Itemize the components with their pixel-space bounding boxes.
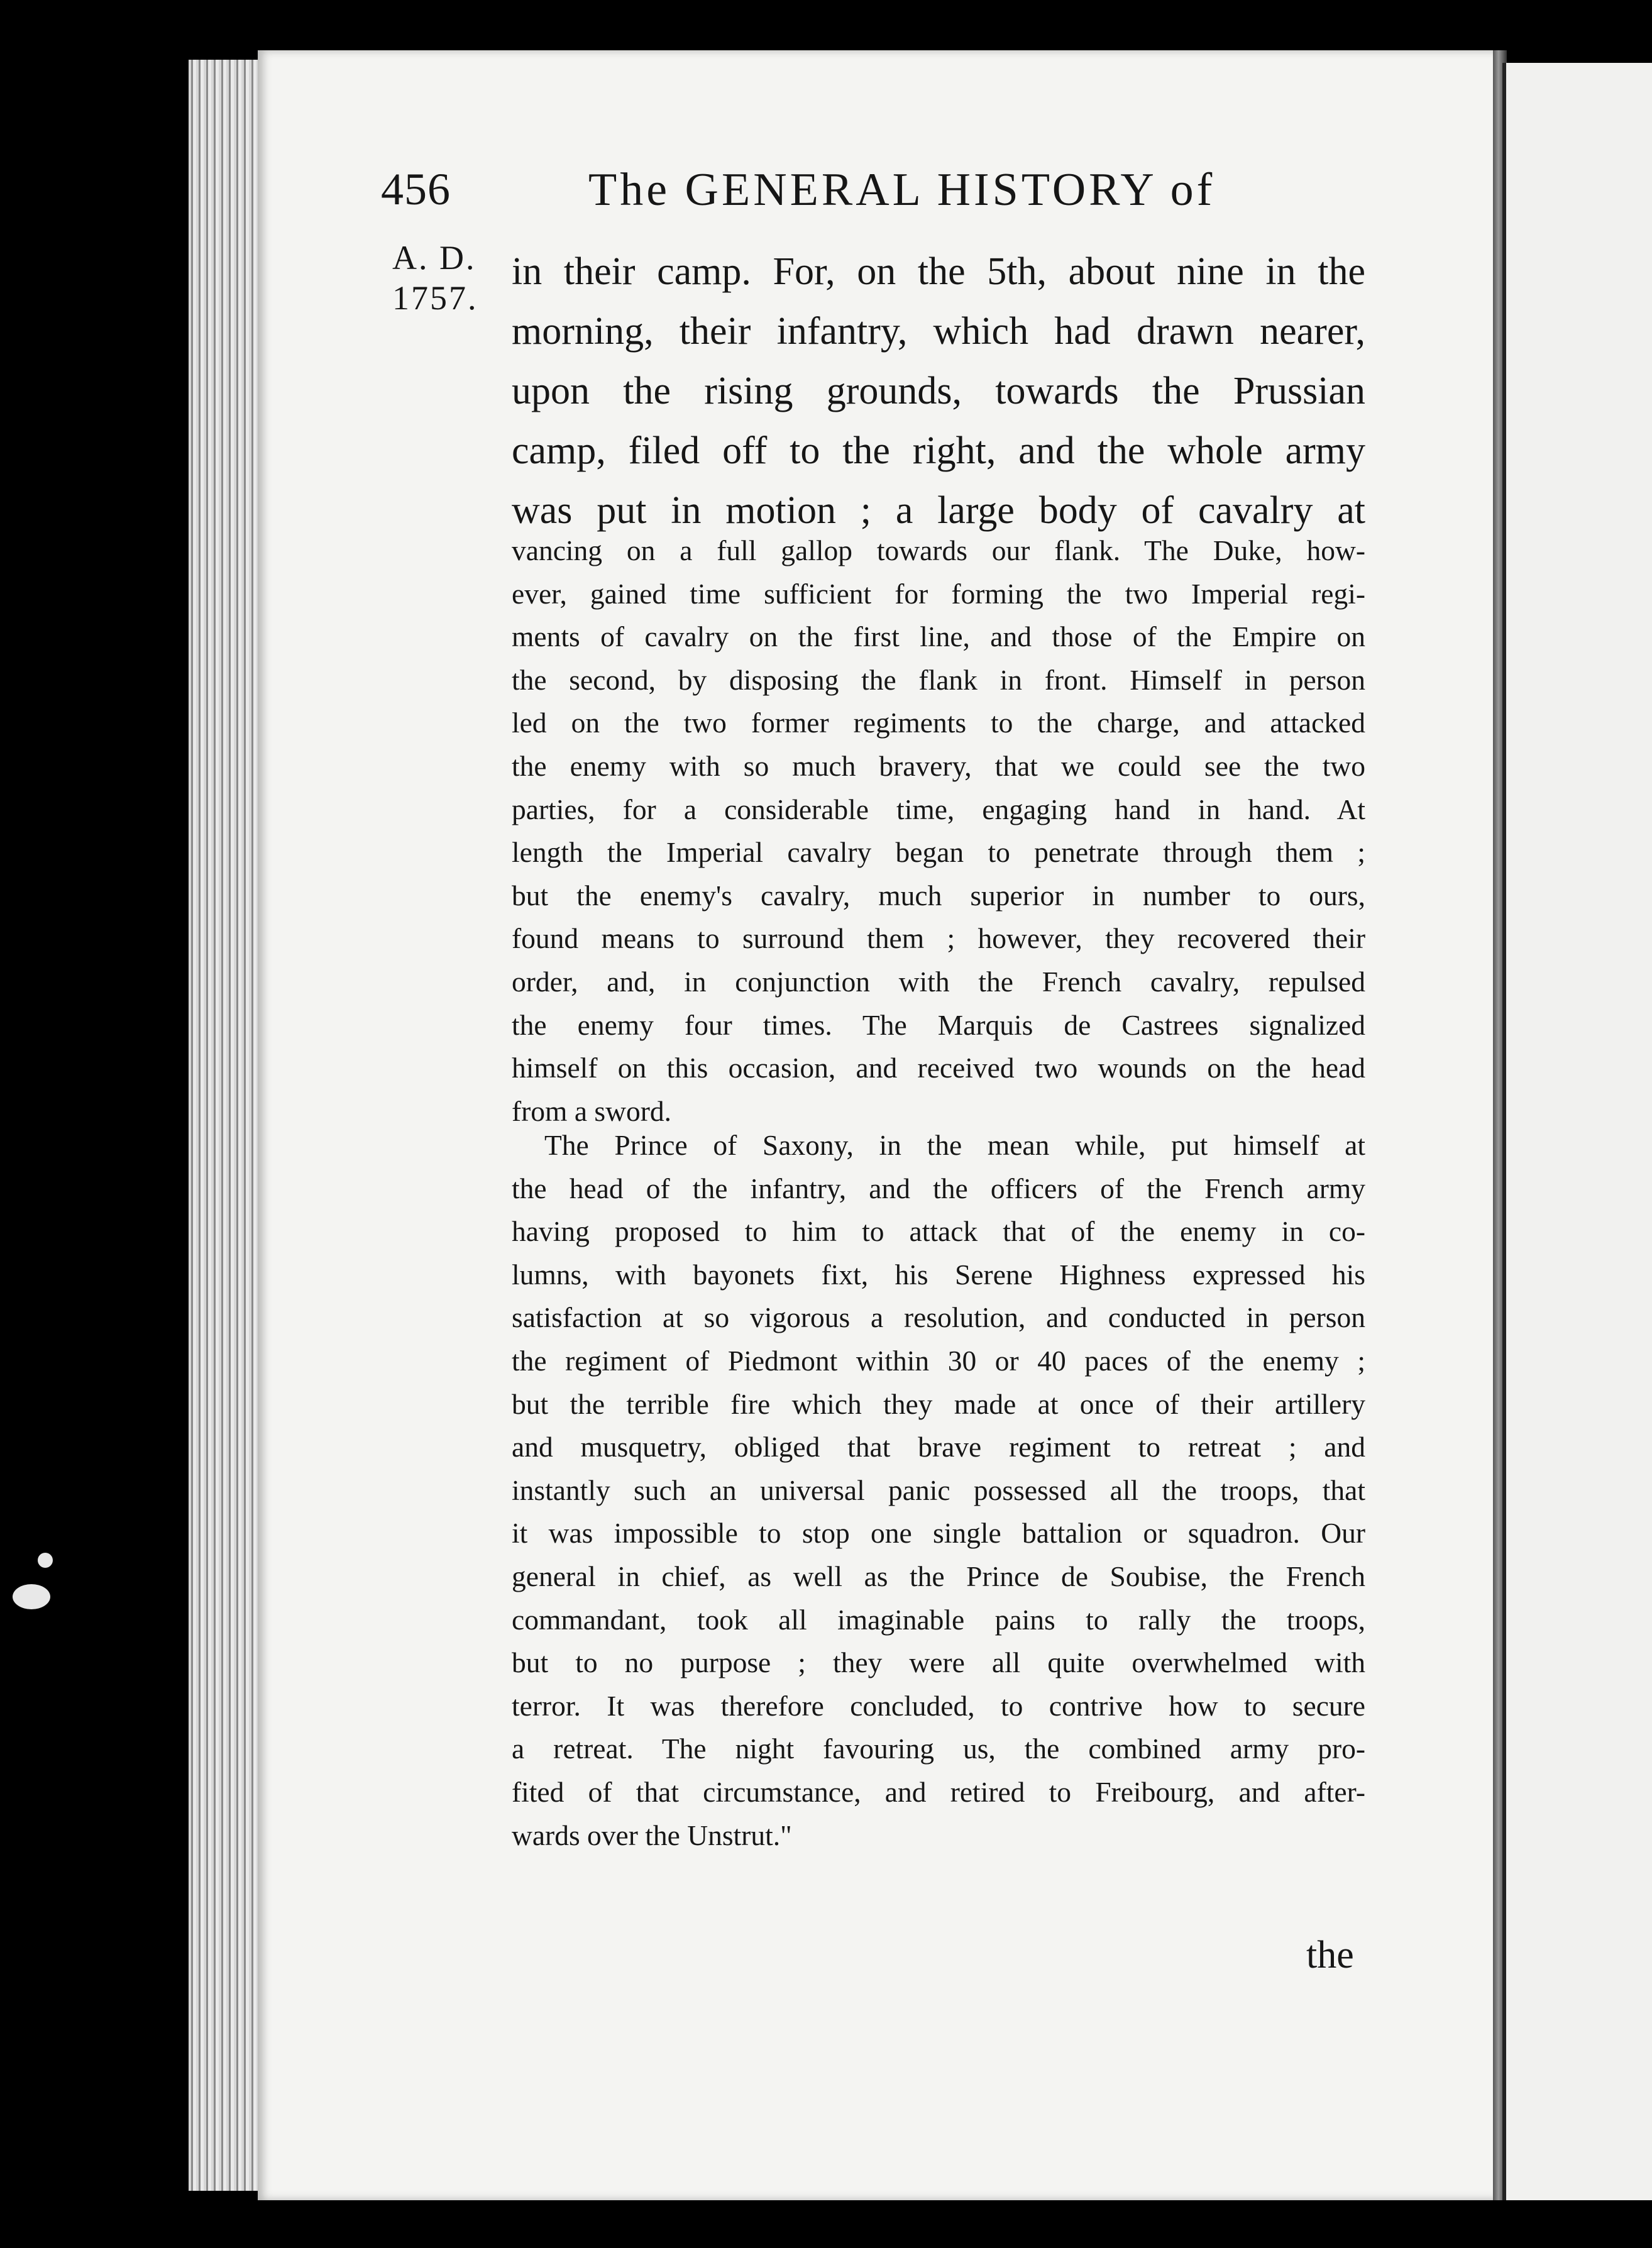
text-line: parties, for a considerable time, engaging hand in hand. At	[512, 793, 1365, 825]
catchword: the	[1306, 1934, 1354, 1976]
text-line: fited of that circumstance, and retired to Freibourg, and after-	[512, 1775, 1365, 1808]
text-line: terror. It was therefore concluded, to contrive how to secure	[512, 1689, 1365, 1722]
text-line: but to no purpose ; they were all quite overwhelmed with	[512, 1646, 1365, 1679]
text-line: instantly such an universal panic possessed all the troops, that	[512, 1474, 1365, 1506]
page-edges	[189, 60, 264, 2191]
text-line: lumns, with bayonets fixt, his Serene Highness expressed his	[512, 1258, 1365, 1291]
scan-artifact	[38, 1553, 53, 1568]
margin-note-line: 1757.	[392, 279, 478, 317]
large-type-paragraph	[512, 242, 1365, 541]
text-line: the head of the infantry, and the officers of the French army	[512, 1172, 1365, 1204]
text-line: the enemy with so much bravery, that we could see the two	[512, 749, 1365, 782]
text-line: found means to surround them ; however, they recovered their	[512, 922, 1365, 955]
text-line: having proposed to him to attack that of the enemy in co-	[512, 1215, 1365, 1248]
text-line: upon the rising grounds, towards the Prussian	[512, 370, 1365, 412]
text-line: ments of cavalry on the first line, and those of the Empire on	[512, 620, 1365, 653]
text-line: the second, by disposing the flank in front. Himself in person	[512, 663, 1365, 696]
text-line: order, and, in conjunction with the French cavalry, repulsed	[512, 965, 1365, 998]
text-line: length the Imperial cavalry began to penetrate through them ;	[512, 836, 1365, 869]
text-line: satisfaction at so vigorous a resolution, and conducted in person	[512, 1301, 1365, 1334]
text-line: morning, their infantry, which had drawn nearer,	[512, 310, 1365, 353]
margin-note-line: A. D.	[392, 239, 476, 277]
text-line: in their camp. For, on the 5th, about nine in the	[512, 250, 1365, 293]
text-line: vancing on a full gallop towards our flank. The Duke, how-	[512, 534, 1365, 566]
running-head: The GENERAL HISTORY of	[588, 164, 1216, 216]
text-line: The Prince of Saxony, in the mean while, put himself at	[544, 1129, 1365, 1161]
text-line: led on the two former regiments to the charge, and attacked	[512, 707, 1365, 739]
text-line: wards over the Unstrut."	[512, 1819, 792, 1851]
margin-date-note	[392, 238, 478, 318]
text-line: the regiment of Piedmont within 30 or 40 paces of the enemy ;	[512, 1344, 1365, 1377]
text-line: from a sword.	[512, 1094, 671, 1127]
text-line: it was impossible to stop one single battalion or squadron. Our	[512, 1517, 1365, 1550]
text-line: camp, filed off to the right, and the whole army	[512, 429, 1365, 472]
text-line: commandant, took all imaginable pains to rally the troops,	[512, 1603, 1365, 1636]
text-line: and musquetry, obliged that brave regiment to retreat ; and	[512, 1431, 1365, 1463]
quoted-paragraph-2	[512, 1124, 1365, 1857]
facing-page-edge	[1502, 63, 1652, 2200]
running-header	[381, 163, 1362, 226]
text-line: ever, gained time sufficient for forming the two Imperial regi-	[512, 577, 1365, 610]
page-number: 456	[381, 164, 451, 214]
text-line: himself on this occasion, and received two wounds on the head	[512, 1052, 1365, 1084]
text-line: the enemy four times. The Marquis de Castrees signalized	[512, 1008, 1365, 1041]
text-line: but the terrible fire which they made at once of their artillery	[512, 1387, 1365, 1420]
scan-artifact	[13, 1584, 50, 1609]
text-line: but the enemy's cavalry, much superior in number to ours,	[512, 879, 1365, 912]
text-line: general in chief, as well as the Prince de Soubise, the French	[512, 1560, 1365, 1592]
text-line: a retreat. The night favouring us, the combined army pro-	[512, 1733, 1365, 1765]
text-line: was put in motion ; a large body of cavalry at	[512, 489, 1365, 532]
quoted-paragraph-1	[512, 529, 1365, 1133]
